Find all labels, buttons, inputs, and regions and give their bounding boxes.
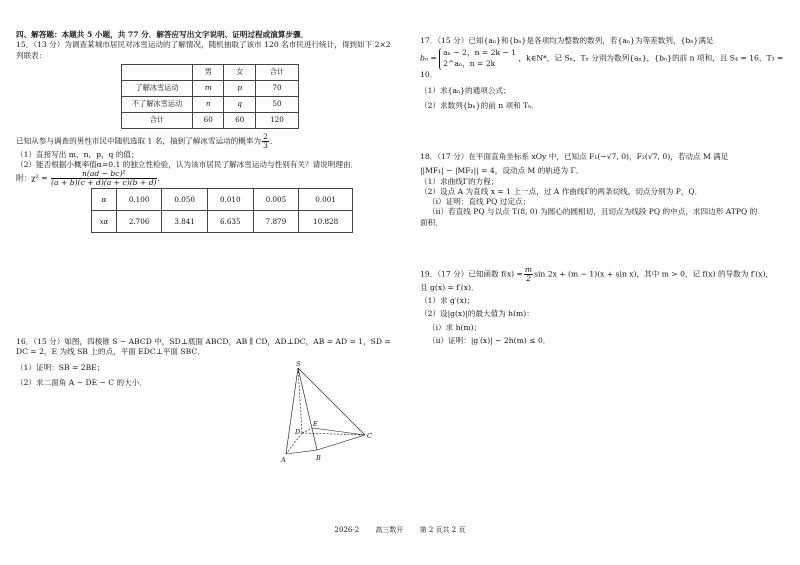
- q19-part2-i: （i）求 h(m)；: [428, 322, 482, 332]
- question-17: [420, 36, 786, 111]
- question-18: [420, 152, 786, 228]
- q18-part2-ii: （ii）若直线 PQ 与以点 T(8, 0) 为圆心的圆相切，且切点为线段 PQ 的中点，求四边形 ATPQ 的: [428, 207, 758, 217]
- fraction-denominator: (a + b)(c + d)(a + c)(b + d): [51, 178, 157, 188]
- q15-given-end: ．: [269, 136, 278, 146]
- fraction-numerator: 2: [263, 131, 268, 141]
- q18-stem: 18．（17 分）在平面直角坐标系 xOy 中，已知点 F₁(−√7, 0)，F₂(√7, 0)，若动点 M 满足: [420, 152, 729, 161]
- table-cell: 合计: [122, 112, 193, 128]
- table-cell: 了解冰雪运动: [122, 80, 193, 96]
- contingency-table: [121, 64, 299, 129]
- q15-part2: （2）能否根据小概率值α=0.1 的独立性检验，认为该市居民了解冰雪运动与性别有关？请说明理由．: [16, 159, 359, 169]
- piecewise-case: 2^aₙ，n = 2k: [443, 58, 496, 68]
- table-cell: α: [92, 189, 117, 211]
- footer-page-number: 第 2 页共 2 页: [419, 526, 466, 534]
- table-cell: 3.841: [162, 211, 208, 233]
- section-header: 四、解答题：本题共 5 小题，共 77 分．解答应写出文字说明、证明过程或演算步骤．: [16, 30, 309, 39]
- piecewise-brace: [439, 48, 516, 69]
- q16-stem: 16．（15 分）如图，四棱锥 S − ABCD 中，SD⊥底面 ABCD，AB ∥ CD，AD⊥DC，AB = AD = 1，SD = DC = 2，E 为线 SB 上的点，平面 EDC⊥平面 SBC．: [16, 337, 391, 357]
- table-cell: 0.050: [162, 189, 208, 211]
- q17-definition: [420, 48, 786, 80]
- table-cell: 0.005: [253, 189, 299, 211]
- table-cell: q: [224, 96, 255, 112]
- vertex-label-s: S: [296, 360, 301, 368]
- table-row: [122, 96, 299, 112]
- table-row: [92, 211, 353, 233]
- footer-subject: 高三数开: [375, 526, 404, 534]
- bn-label: bₙ =: [420, 53, 437, 63]
- q15-part1: （1）直接写出 m，n，p，q 的值；: [16, 149, 139, 159]
- table-cell: [122, 64, 193, 80]
- table-cell: 0.100: [116, 189, 162, 211]
- table-cell: 2.706: [116, 211, 162, 233]
- formula-label: 附：χ² =: [16, 173, 48, 183]
- q15-stem: 15．（13 分）为调查某城市居民对冰雪运动的了解情况，随机抽取了该市 120 名市民进行统计，得到如下 2×2 列联表：: [16, 40, 391, 60]
- q15-given: [16, 133, 394, 150]
- question-15: [16, 40, 394, 233]
- table-cell: 10.828: [299, 211, 353, 233]
- table-cell: 0.001: [299, 189, 353, 211]
- table-row: [122, 64, 299, 80]
- q18-part2: （2）设点 A 为直线 x = 1 上一点，过 A 作曲线Γ的两条切线，切点分别为 P，Q．: [420, 186, 703, 196]
- left-column: [16, 30, 394, 464]
- table-cell: 不了解冰雪运动: [122, 96, 193, 112]
- q15-given-text: 已知从参与调查的男性市民中随机选取 1 名，抽到了解冰雪运动的概率为: [16, 136, 262, 146]
- q18-part2-ii-cont: 面积．: [420, 217, 443, 227]
- table-cell: 60: [224, 112, 255, 128]
- table-cell: 女: [224, 64, 255, 80]
- table-cell: m: [193, 80, 224, 96]
- table-cell: xα: [92, 211, 117, 233]
- table-cell: 6.635: [208, 211, 254, 233]
- q18-part2-i: （i）证明：直线 PQ 过定点；: [428, 197, 531, 206]
- table-cell: 70: [255, 80, 298, 96]
- vertex-label-a: A: [281, 456, 286, 464]
- vertex-label-c: C: [367, 432, 372, 440]
- q19-stem-text-2: sin 2x + (m − 1)(x + sin x)，其中 m > 0，记 f(x) 的导数为 f′(x)，: [534, 269, 774, 279]
- table-cell: 50: [255, 96, 298, 112]
- q18-stem-2: ||MF₁| − |MF₂|| = 4，设动点 M 的轨迹为 Γ．: [420, 166, 584, 176]
- question-19: [420, 266, 786, 346]
- table-cell: n: [193, 96, 224, 112]
- vertex-label-e: E: [313, 420, 318, 428]
- q19-part2: （2）设|g(x)|的最大值为 h(m)：: [420, 309, 534, 319]
- fraction-numerator: m: [524, 265, 533, 274]
- q15-formula: [16, 170, 394, 187]
- q19-stem-2: 且 g(x) = f′(x)．: [420, 282, 479, 292]
- q17-part1: （1）求{aₙ}的通项公式；: [420, 85, 511, 95]
- table-row: [122, 112, 299, 128]
- chi-square-fraction: [51, 170, 156, 187]
- critical-value-table: [91, 188, 353, 233]
- q17-condition: ，k∈N*，记 Sₙ，Tₙ 分别为数列{aₙ}，{bₙ}的前 n 项和，且 S₄ = 16，T₃ = 10．: [420, 53, 784, 79]
- page-footer: [0, 526, 800, 535]
- table-cell: 60: [193, 112, 224, 128]
- table-row: [92, 189, 353, 211]
- q19-stem: [420, 266, 786, 283]
- fraction: [524, 266, 533, 283]
- q19-part1: （1）求 g′(x)；: [420, 296, 475, 306]
- pyramid-figure: [280, 360, 390, 470]
- footer-code: 2026-2: [334, 526, 360, 534]
- table-cell: 0.010: [208, 189, 254, 211]
- piecewise-case: aₙ − 2，n = 2k − 1: [443, 48, 517, 58]
- q16-part2: （2）求二面角 A − DE − C 的大小．: [16, 377, 147, 387]
- fraction: [262, 133, 269, 150]
- fraction-denominator: 3: [263, 140, 268, 150]
- q16-part1: （1）证明：SB = 2BE；: [16, 362, 105, 372]
- q18-part1: （1）求曲线Γ的方程；: [420, 176, 499, 186]
- fraction-numerator: n(ad − bc)²: [51, 170, 156, 179]
- formula-end: ．: [157, 173, 166, 183]
- vertex-label-b: B: [316, 454, 321, 462]
- q17-stem: 17．（15 分）已知{aₙ}和{bₙ}是各项均为整数的数列，若{aₙ}为等差数列，{bₙ}满足: [420, 36, 714, 45]
- table-cell: p: [224, 80, 255, 96]
- table-cell: 男: [193, 64, 224, 80]
- right-column: [420, 30, 786, 345]
- table-row: [122, 80, 299, 96]
- table-cell: 合计: [255, 64, 298, 80]
- q17-part2: （2）求数列{bₙ}的前 n 项和 Tₙ．: [420, 101, 540, 110]
- fraction-denominator: 2: [526, 273, 531, 283]
- q19-stem-text: 19．（17 分）已知函数 f(x) =: [420, 269, 523, 279]
- q19-part2-ii: （ii）证明：|g′(x)| − 2h(m) ≤ 0．: [428, 335, 551, 345]
- table-cell: 7.879: [253, 211, 299, 233]
- vertex-label-d: D: [295, 428, 301, 436]
- table-cell: 120: [255, 112, 298, 128]
